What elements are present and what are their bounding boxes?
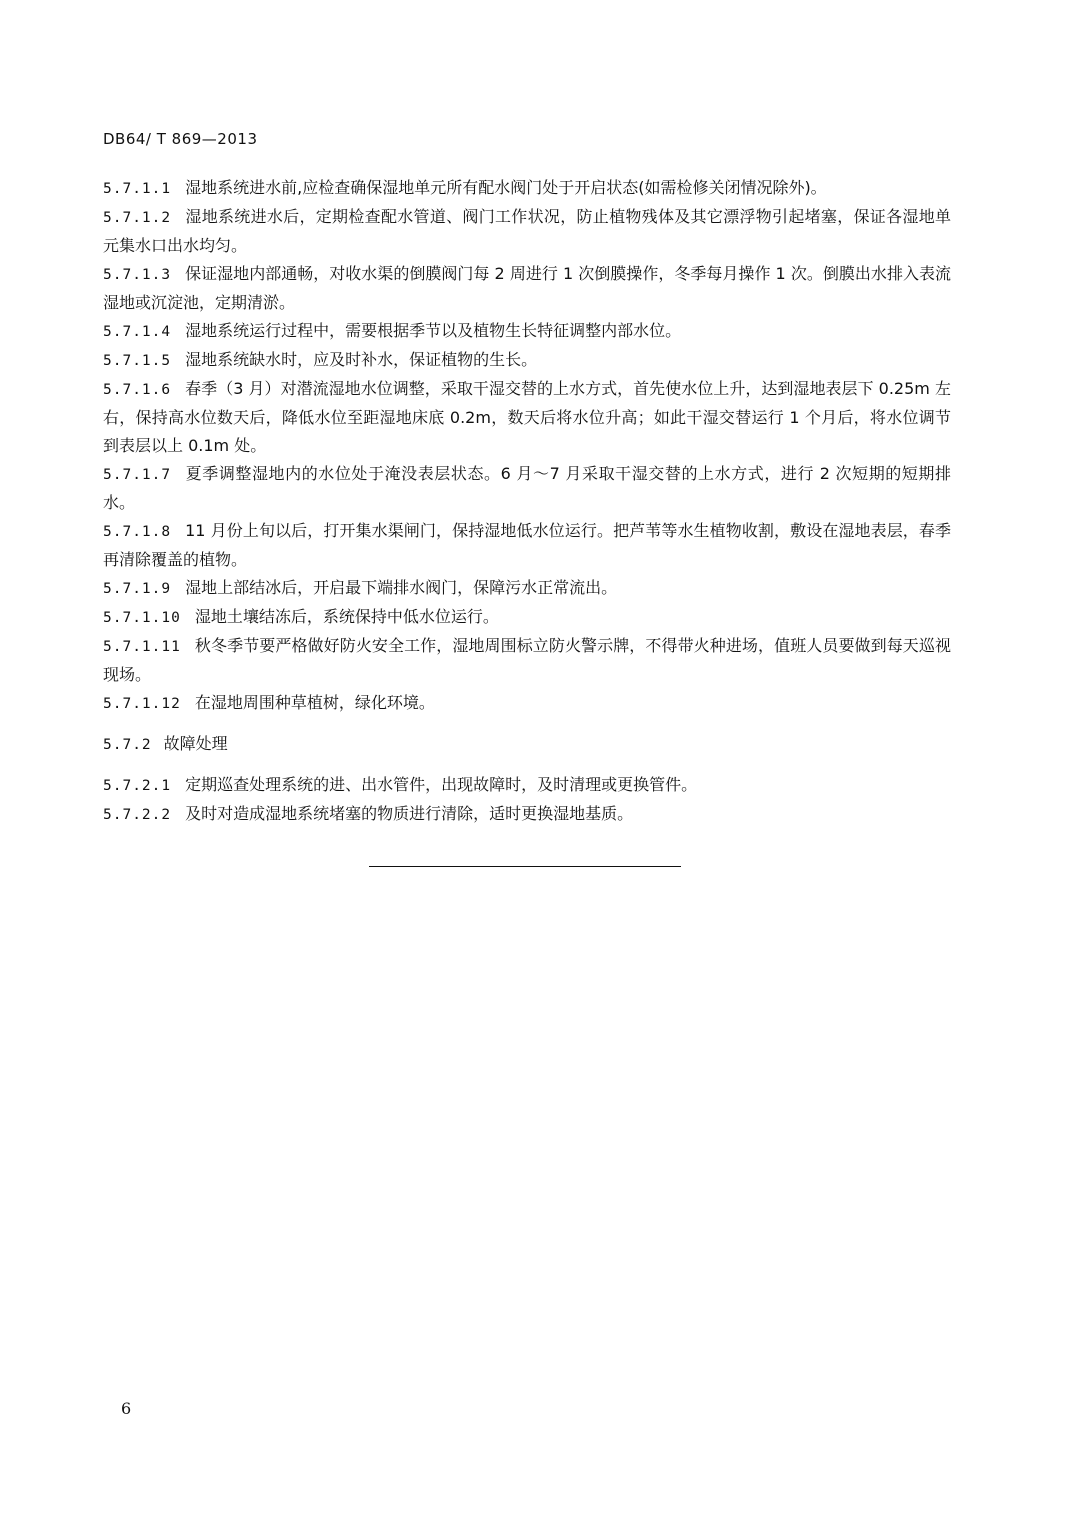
section-heading-title: 故障处理 (163, 734, 228, 753)
clause-text: 秋冬季节要严格做好防火安全工作，湿地周围标立防火警示牌，不得带火种进场，值班人员要做到每天巡视现场。 (103, 636, 951, 684)
clause-5-7-1-10 (103, 603, 951, 632)
clause-text: 11 月份上旬以后，打开集水渠闸门，保持湿地低水位运行。把芦苇等水生植物收割，敷设在湿地表层，春季再清除覆盖的植物。 (103, 521, 951, 569)
clause-5-7-2-2 (103, 800, 951, 829)
clause-5-7-1-4 (103, 317, 951, 346)
clause-5-7-1-11 (103, 632, 951, 689)
clause-number: 5.7.1.7 (103, 467, 172, 483)
clause-number: 5.7.1.10 (103, 610, 181, 626)
clause-number: 5.7.1.9 (103, 581, 172, 597)
clause-5-7-1-1 (103, 174, 951, 203)
clause-text: 夏季调整湿地内的水位处于淹没表层状态。6 月～7 月采取干湿交替的上水方式，进行 2 次短期的短期排水。 (103, 464, 951, 512)
clause-number: 5.7.1.11 (103, 639, 181, 655)
clause-number: 5.7.1.3 (103, 267, 172, 283)
document-body (103, 174, 951, 829)
section-heading-5-7-2 (103, 730, 951, 759)
clause-text: 湿地土壤结冻后，系统保持中低水位运行。 (194, 607, 499, 626)
clause-number: 5.7.1.5 (103, 353, 172, 369)
clause-text: 及时对造成湿地系统堵塞的物质进行清除，适时更换湿地基质。 (185, 804, 634, 823)
document-code: DB64/ T 869—2013 (103, 130, 258, 148)
clause-number: 5.7.1.2 (103, 210, 172, 226)
clause-text: 在湿地周围种草植树，绿化环境。 (194, 693, 435, 712)
clause-5-7-2-1 (103, 771, 951, 800)
section-heading-number: 5.7.2 (103, 737, 152, 753)
clause-5-7-1-7 (103, 460, 951, 517)
clause-5-7-1-3 (103, 260, 951, 317)
clause-number: 5.7.1.4 (103, 324, 172, 340)
clause-text: 保证湿地内部通畅，对收水渠的倒膜阀门每 2 周进行 1 次倒膜操作，冬季每月操作 1 次。倒膜出水排入表流湿地或沉淀池，定期清淤。 (103, 264, 951, 312)
clause-5-7-1-8 (103, 517, 951, 574)
clause-5-7-1-9 (103, 574, 951, 603)
page-number: 6 (121, 1399, 132, 1418)
clause-number: 5.7.1.1 (103, 181, 172, 197)
clause-5-7-1-5 (103, 346, 951, 375)
end-of-text-rule (369, 866, 681, 867)
clause-text: 湿地系统运行过程中，需要根据季节以及植物生长特征调整内部水位。 (185, 321, 682, 340)
clause-5-7-1-6 (103, 375, 951, 460)
clause-number: 5.7.1.6 (103, 382, 172, 398)
clause-5-7-1-2 (103, 203, 951, 260)
clause-text: 春季（3 月）对潜流湿地水位调整，采取干湿交替的上水方式，首先使水位上升，达到湿地表层下 0.25m 左右，保持高水位数天后，降低水位至距湿地床底 0.2m，数天后将水位升高；如此干湿交替运行 1 个月后，将水位调节到表层以上 0.1m 处。 (103, 379, 951, 455)
clause-text: 湿地上部结冰后，开启最下端排水阀门，保障污水正常流出。 (185, 578, 618, 597)
clause-text: 湿地系统进水后，定期检查配水管道、阀门工作状况，防止植物残体及其它漂浮物引起堵塞，保证各湿地单元集水口出水均匀。 (103, 207, 951, 255)
clause-text: 湿地系统缺水时，应及时补水，保证植物的生长。 (185, 350, 538, 369)
clause-number: 5.7.2.1 (103, 778, 172, 794)
clause-text: 定期巡查处理系统的进、出水管件，出现故障时，及时清理或更换管件。 (185, 775, 698, 794)
clause-number: 5.7.1.8 (103, 524, 172, 540)
clause-text: 湿地系统进水前,应检查确保湿地单元所有配水阀门处于开启状态(如需检修关闭情况除外)。 (185, 178, 827, 197)
clause-number: 5.7.1.12 (103, 696, 181, 712)
clause-5-7-1-12 (103, 689, 951, 718)
clause-number: 5.7.2.2 (103, 807, 172, 823)
